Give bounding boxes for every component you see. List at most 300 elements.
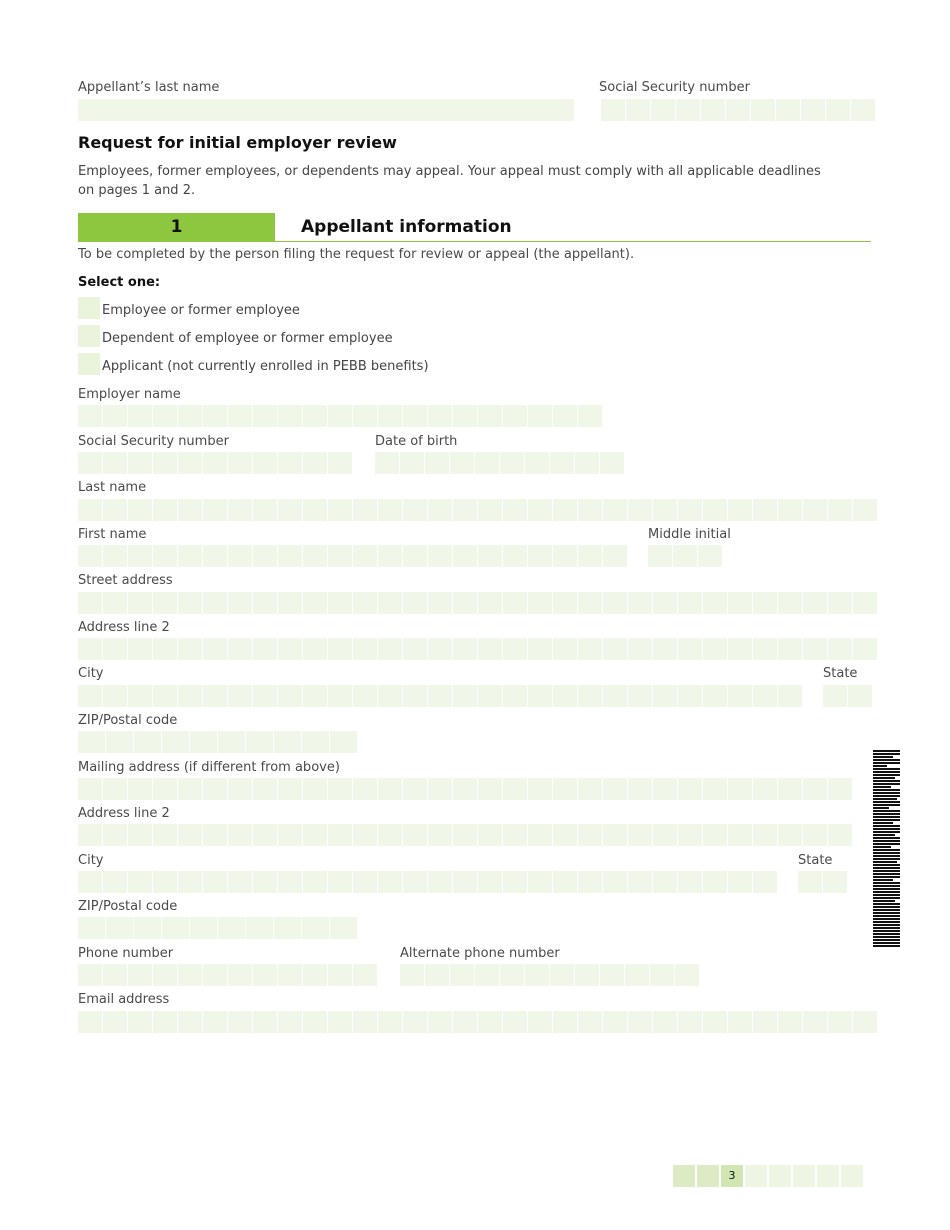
char-box[interactable] <box>278 499 302 521</box>
char-box[interactable] <box>228 824 252 846</box>
char-box[interactable] <box>103 964 127 986</box>
char-box[interactable] <box>628 1011 652 1033</box>
char-box[interactable] <box>302 917 329 939</box>
char-box[interactable] <box>78 1011 102 1033</box>
char-box[interactable] <box>553 405 577 427</box>
mailing-line-2-input[interactable] <box>78 824 852 846</box>
char-box[interactable] <box>274 731 301 753</box>
char-box[interactable] <box>228 545 252 567</box>
char-box[interactable] <box>478 592 502 614</box>
char-box[interactable] <box>603 499 627 521</box>
char-box[interactable] <box>450 452 474 474</box>
char-box[interactable] <box>776 99 800 121</box>
char-box[interactable] <box>375 452 399 474</box>
char-box[interactable] <box>302 731 329 753</box>
char-box[interactable] <box>203 778 227 800</box>
char-box[interactable] <box>228 871 252 893</box>
char-box[interactable] <box>378 685 402 707</box>
state-input[interactable] <box>823 685 872 707</box>
first-name-input[interactable] <box>78 545 627 567</box>
char-box[interactable] <box>328 638 352 660</box>
char-box[interactable] <box>153 499 177 521</box>
char-box[interactable] <box>848 685 872 707</box>
char-box[interactable] <box>625 964 649 986</box>
char-box[interactable] <box>753 824 777 846</box>
char-box[interactable] <box>528 638 552 660</box>
char-box[interactable] <box>103 545 127 567</box>
char-box[interactable] <box>478 499 502 521</box>
char-box[interactable] <box>228 452 252 474</box>
char-box[interactable] <box>678 871 702 893</box>
char-box[interactable] <box>500 964 524 986</box>
char-box[interactable] <box>503 405 527 427</box>
char-box[interactable] <box>378 871 402 893</box>
char-box[interactable] <box>203 871 227 893</box>
char-box[interactable] <box>528 592 552 614</box>
char-box[interactable] <box>676 99 700 121</box>
char-box[interactable] <box>328 685 352 707</box>
char-box[interactable] <box>553 1011 577 1033</box>
char-box[interactable] <box>628 871 652 893</box>
char-box[interactable] <box>728 499 752 521</box>
char-box[interactable] <box>678 499 702 521</box>
char-box[interactable] <box>673 545 697 567</box>
char-box[interactable] <box>678 778 702 800</box>
char-box[interactable] <box>378 1011 402 1033</box>
char-box[interactable] <box>128 871 152 893</box>
char-box[interactable] <box>403 871 427 893</box>
char-box[interactable] <box>703 824 727 846</box>
char-box[interactable] <box>601 99 625 121</box>
char-box[interactable] <box>153 1011 177 1033</box>
char-box[interactable] <box>203 685 227 707</box>
char-box[interactable] <box>103 405 127 427</box>
char-box[interactable] <box>78 638 102 660</box>
char-box[interactable] <box>128 638 152 660</box>
char-box[interactable] <box>803 592 827 614</box>
char-box[interactable] <box>478 685 502 707</box>
char-box[interactable] <box>728 1011 752 1033</box>
char-box[interactable] <box>253 592 277 614</box>
char-box[interactable] <box>503 685 527 707</box>
char-box[interactable] <box>553 824 577 846</box>
char-box[interactable] <box>103 452 127 474</box>
char-box[interactable] <box>453 685 477 707</box>
char-box[interactable] <box>403 1011 427 1033</box>
char-box[interactable] <box>328 545 352 567</box>
char-box[interactable] <box>653 638 677 660</box>
char-box[interactable] <box>328 1011 352 1033</box>
char-box[interactable] <box>403 824 427 846</box>
char-box[interactable] <box>78 964 102 986</box>
char-box[interactable] <box>78 778 102 800</box>
char-box[interactable] <box>778 824 802 846</box>
employee-checkbox[interactable] <box>78 297 100 319</box>
char-box[interactable] <box>153 638 177 660</box>
char-box[interactable] <box>528 405 552 427</box>
char-box[interactable] <box>600 452 624 474</box>
char-box[interactable] <box>425 452 449 474</box>
char-box[interactable] <box>246 917 273 939</box>
char-box[interactable] <box>78 452 102 474</box>
char-box[interactable] <box>178 638 202 660</box>
char-box[interactable] <box>253 871 277 893</box>
char-box[interactable] <box>628 592 652 614</box>
char-box[interactable] <box>550 452 574 474</box>
char-box[interactable] <box>453 499 477 521</box>
char-box[interactable] <box>330 917 357 939</box>
char-box[interactable] <box>153 871 177 893</box>
last-name-input[interactable] <box>78 499 877 521</box>
char-box[interactable] <box>278 871 302 893</box>
char-box[interactable] <box>753 638 777 660</box>
char-box[interactable] <box>253 499 277 521</box>
char-box[interactable] <box>162 917 189 939</box>
char-box[interactable] <box>178 871 202 893</box>
char-box[interactable] <box>778 638 802 660</box>
char-box[interactable] <box>303 778 327 800</box>
char-box[interactable] <box>651 99 675 121</box>
char-box[interactable] <box>726 99 750 121</box>
char-box[interactable] <box>353 685 377 707</box>
char-box[interactable] <box>278 1011 302 1033</box>
char-box[interactable] <box>478 545 502 567</box>
char-box[interactable] <box>650 964 674 986</box>
char-box[interactable] <box>603 685 627 707</box>
char-box[interactable] <box>453 871 477 893</box>
char-box[interactable] <box>603 638 627 660</box>
char-box[interactable] <box>134 731 161 753</box>
char-box[interactable] <box>628 499 652 521</box>
char-box[interactable] <box>453 778 477 800</box>
ssn-input[interactable] <box>78 452 352 474</box>
char-box[interactable] <box>478 405 502 427</box>
char-box[interactable] <box>103 685 127 707</box>
char-box[interactable] <box>378 824 402 846</box>
char-box[interactable] <box>428 638 452 660</box>
char-box[interactable] <box>328 499 352 521</box>
char-box[interactable] <box>78 499 102 521</box>
char-box[interactable] <box>203 592 227 614</box>
char-box[interactable] <box>246 731 273 753</box>
char-box[interactable] <box>153 964 177 986</box>
char-box[interactable] <box>753 778 777 800</box>
char-box[interactable] <box>218 731 245 753</box>
char-box[interactable] <box>803 1011 827 1033</box>
char-box[interactable] <box>578 499 602 521</box>
dependent-checkbox[interactable] <box>78 325 100 347</box>
char-box[interactable] <box>803 778 827 800</box>
char-box[interactable] <box>128 1011 152 1033</box>
mailing-zip-input[interactable] <box>78 917 357 939</box>
applicant-checkbox[interactable] <box>78 353 100 375</box>
char-box[interactable] <box>803 499 827 521</box>
char-box[interactable] <box>453 824 477 846</box>
char-box[interactable] <box>753 499 777 521</box>
dob-input[interactable] <box>375 452 624 474</box>
char-box[interactable] <box>303 685 327 707</box>
char-box[interactable] <box>78 545 102 567</box>
char-box[interactable] <box>578 405 602 427</box>
char-box[interactable] <box>328 824 352 846</box>
char-box[interactable] <box>826 99 850 121</box>
char-box[interactable] <box>353 545 377 567</box>
char-box[interactable] <box>78 685 102 707</box>
alt-phone-input[interactable] <box>400 964 699 986</box>
char-box[interactable] <box>303 405 327 427</box>
char-box[interactable] <box>134 917 161 939</box>
char-box[interactable] <box>528 778 552 800</box>
char-box[interactable] <box>778 778 802 800</box>
char-box[interactable] <box>678 685 702 707</box>
char-box[interactable] <box>628 685 652 707</box>
char-box[interactable] <box>303 964 327 986</box>
char-box[interactable] <box>553 592 577 614</box>
char-box[interactable] <box>190 731 217 753</box>
char-box[interactable] <box>653 871 677 893</box>
char-box[interactable] <box>178 1011 202 1033</box>
char-box[interactable] <box>153 545 177 567</box>
char-box[interactable] <box>78 917 105 939</box>
char-box[interactable] <box>78 405 102 427</box>
char-box[interactable] <box>128 778 152 800</box>
char-box[interactable] <box>823 871 847 893</box>
char-box[interactable] <box>703 871 727 893</box>
char-box[interactable] <box>103 499 127 521</box>
char-box[interactable] <box>303 871 327 893</box>
char-box[interactable] <box>628 638 652 660</box>
char-box[interactable] <box>553 545 577 567</box>
char-box[interactable] <box>428 824 452 846</box>
char-box[interactable] <box>278 638 302 660</box>
char-box[interactable] <box>303 824 327 846</box>
char-box[interactable] <box>403 545 427 567</box>
char-box[interactable] <box>653 685 677 707</box>
char-box[interactable] <box>703 1011 727 1033</box>
char-box[interactable] <box>453 545 477 567</box>
char-box[interactable] <box>575 964 599 986</box>
char-box[interactable] <box>228 592 252 614</box>
char-box[interactable] <box>503 824 527 846</box>
char-box[interactable] <box>162 731 189 753</box>
char-box[interactable] <box>453 592 477 614</box>
char-box[interactable] <box>178 452 202 474</box>
char-box[interactable] <box>603 871 627 893</box>
char-box[interactable] <box>253 685 277 707</box>
phone-input[interactable] <box>78 964 377 986</box>
char-box[interactable] <box>328 871 352 893</box>
char-box[interactable] <box>503 638 527 660</box>
char-box[interactable] <box>103 638 127 660</box>
char-box[interactable] <box>553 638 577 660</box>
char-box[interactable] <box>503 778 527 800</box>
char-box[interactable] <box>528 1011 552 1033</box>
char-box[interactable] <box>378 545 402 567</box>
char-box[interactable] <box>128 824 152 846</box>
char-box[interactable] <box>128 499 152 521</box>
char-box[interactable] <box>178 499 202 521</box>
char-box[interactable] <box>678 1011 702 1033</box>
char-box[interactable] <box>653 1011 677 1033</box>
char-box[interactable] <box>703 638 727 660</box>
char-box[interactable] <box>228 964 252 986</box>
char-box[interactable] <box>253 452 277 474</box>
char-box[interactable] <box>378 592 402 614</box>
char-box[interactable] <box>428 499 452 521</box>
char-box[interactable] <box>328 964 352 986</box>
char-box[interactable] <box>103 824 127 846</box>
char-box[interactable] <box>653 499 677 521</box>
char-box[interactable] <box>378 778 402 800</box>
char-box[interactable] <box>330 731 357 753</box>
char-box[interactable] <box>475 452 499 474</box>
char-box[interactable] <box>628 824 652 846</box>
char-box[interactable] <box>278 824 302 846</box>
char-box[interactable] <box>274 917 301 939</box>
char-box[interactable] <box>428 592 452 614</box>
char-box[interactable] <box>428 685 452 707</box>
char-box[interactable] <box>253 964 277 986</box>
char-box[interactable] <box>428 871 452 893</box>
char-box[interactable] <box>203 1011 227 1033</box>
char-box[interactable] <box>678 592 702 614</box>
char-box[interactable] <box>600 964 624 986</box>
char-box[interactable] <box>525 452 549 474</box>
char-box[interactable] <box>253 1011 277 1033</box>
char-box[interactable] <box>428 778 452 800</box>
char-box[interactable] <box>653 592 677 614</box>
char-box[interactable] <box>528 545 552 567</box>
char-box[interactable] <box>653 824 677 846</box>
char-box[interactable] <box>353 964 377 986</box>
char-box[interactable] <box>178 685 202 707</box>
char-box[interactable] <box>218 917 245 939</box>
char-box[interactable] <box>278 778 302 800</box>
char-box[interactable] <box>648 545 672 567</box>
char-box[interactable] <box>603 778 627 800</box>
char-box[interactable] <box>828 778 852 800</box>
char-box[interactable] <box>553 778 577 800</box>
char-box[interactable] <box>503 1011 527 1033</box>
char-box[interactable] <box>578 592 602 614</box>
char-box[interactable] <box>328 592 352 614</box>
char-box[interactable] <box>178 545 202 567</box>
char-box[interactable] <box>328 452 352 474</box>
char-box[interactable] <box>828 592 852 614</box>
char-box[interactable] <box>378 499 402 521</box>
ssn-header-input[interactable] <box>601 99 875 121</box>
char-box[interactable] <box>403 685 427 707</box>
char-box[interactable] <box>178 778 202 800</box>
char-box[interactable] <box>253 545 277 567</box>
char-box[interactable] <box>103 778 127 800</box>
char-box[interactable] <box>853 592 877 614</box>
char-box[interactable] <box>128 964 152 986</box>
char-box[interactable] <box>403 499 427 521</box>
char-box[interactable] <box>823 685 847 707</box>
char-box[interactable] <box>851 99 875 121</box>
char-box[interactable] <box>328 778 352 800</box>
char-box[interactable] <box>553 499 577 521</box>
char-box[interactable] <box>575 452 599 474</box>
char-box[interactable] <box>578 545 602 567</box>
char-box[interactable] <box>578 1011 602 1033</box>
char-box[interactable] <box>578 685 602 707</box>
char-box[interactable] <box>253 638 277 660</box>
char-box[interactable] <box>553 871 577 893</box>
char-box[interactable] <box>400 452 424 474</box>
char-box[interactable] <box>353 871 377 893</box>
char-box[interactable] <box>578 871 602 893</box>
char-box[interactable] <box>303 638 327 660</box>
char-box[interactable] <box>828 499 852 521</box>
char-box[interactable] <box>303 1011 327 1033</box>
char-box[interactable] <box>203 499 227 521</box>
char-box[interactable] <box>528 685 552 707</box>
char-box[interactable] <box>128 592 152 614</box>
char-box[interactable] <box>378 405 402 427</box>
char-box[interactable] <box>153 778 177 800</box>
char-box[interactable] <box>228 499 252 521</box>
char-box[interactable] <box>751 99 775 121</box>
char-box[interactable] <box>753 685 777 707</box>
char-box[interactable] <box>253 824 277 846</box>
char-box[interactable] <box>178 964 202 986</box>
char-box[interactable] <box>450 964 474 986</box>
char-box[interactable] <box>703 685 727 707</box>
char-box[interactable] <box>678 824 702 846</box>
char-box[interactable] <box>353 824 377 846</box>
char-box[interactable] <box>428 545 452 567</box>
char-box[interactable] <box>703 778 727 800</box>
char-box[interactable] <box>828 824 852 846</box>
char-box[interactable] <box>525 964 549 986</box>
char-box[interactable] <box>303 545 327 567</box>
char-box[interactable] <box>103 592 127 614</box>
char-box[interactable] <box>403 405 427 427</box>
char-box[interactable] <box>403 778 427 800</box>
char-box[interactable] <box>478 778 502 800</box>
char-box[interactable] <box>78 731 105 753</box>
char-box[interactable] <box>703 592 727 614</box>
char-box[interactable] <box>403 592 427 614</box>
char-box[interactable] <box>203 545 227 567</box>
char-box[interactable] <box>425 964 449 986</box>
char-box[interactable] <box>728 871 752 893</box>
char-box[interactable] <box>578 638 602 660</box>
char-box[interactable] <box>728 824 752 846</box>
char-box[interactable] <box>178 592 202 614</box>
char-box[interactable] <box>503 499 527 521</box>
char-box[interactable] <box>78 871 102 893</box>
char-box[interactable] <box>106 917 133 939</box>
char-box[interactable] <box>153 592 177 614</box>
char-box[interactable] <box>828 1011 852 1033</box>
char-box[interactable] <box>753 1011 777 1033</box>
char-box[interactable] <box>353 1011 377 1033</box>
char-box[interactable] <box>500 452 524 474</box>
employer-name-input[interactable] <box>78 405 602 427</box>
city-input[interactable] <box>78 685 802 707</box>
char-box[interactable] <box>178 405 202 427</box>
char-box[interactable] <box>278 452 302 474</box>
char-box[interactable] <box>503 592 527 614</box>
char-box[interactable] <box>253 405 277 427</box>
char-box[interactable] <box>550 964 574 986</box>
char-box[interactable] <box>190 917 217 939</box>
char-box[interactable] <box>353 499 377 521</box>
char-box[interactable] <box>203 405 227 427</box>
